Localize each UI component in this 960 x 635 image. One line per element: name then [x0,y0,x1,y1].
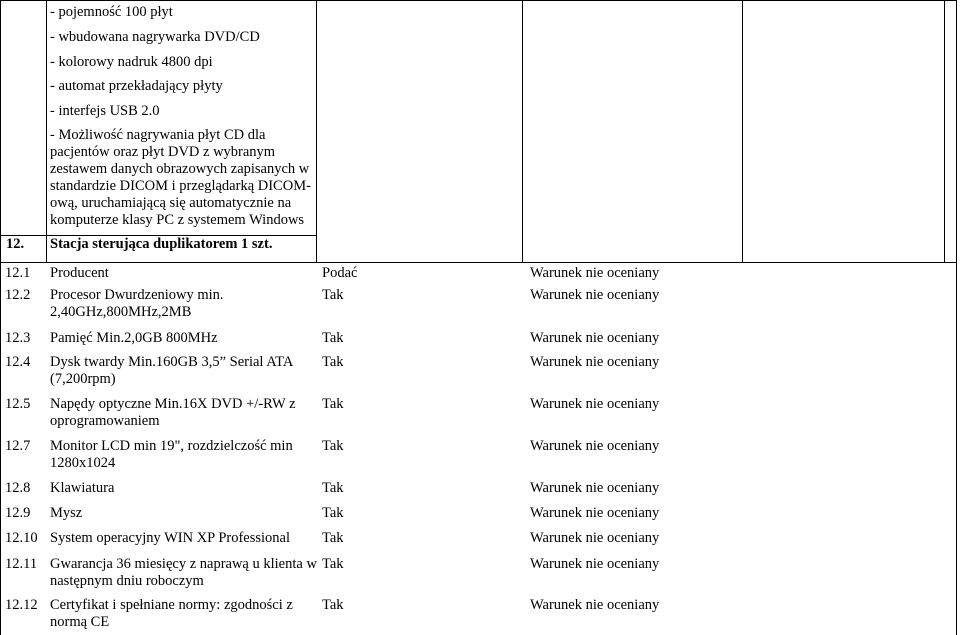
row-rating: Warunek nie oceniany [530,287,660,303]
spec-paragraph-line: - Możliwość nagrywania płyt CD dla [50,127,266,143]
row-number: 12.2 [5,287,31,303]
spec-paragraph-line: komputerze klasy PC z systemem Windows [50,212,305,228]
row-value: Tak [322,396,344,412]
spec-item: - kolorowy nadruk 4800 dpi [50,54,213,70]
row-name: (7,200rpm) [50,371,116,387]
table-border [0,0,956,1]
table-border [0,262,956,263]
table-border [46,0,47,262]
row-rating: Warunek nie oceniany [530,480,660,496]
spec-item: - interfejs USB 2.0 [50,103,160,119]
row-name: Napędy optyczne Min.16X DVD +/-RW z [50,396,296,412]
row-value: Tak [322,556,344,572]
row-rating: Warunek nie oceniany [530,597,660,613]
row-value: Tak [322,505,344,521]
row-rating: Warunek nie oceniany [530,438,660,454]
row-number: 12.9 [5,505,31,521]
table-border [944,0,945,262]
row-value: Tak [322,597,344,613]
row-value: Tak [322,530,344,546]
row-value: Tak [322,330,344,346]
table-border [742,0,743,262]
row-rating: Warunek nie oceniany [530,556,660,572]
row-name: Pamięć Min.2,0GB 800MHz [50,330,218,346]
row-number: 12.4 [5,354,31,370]
row-name: Procesor Dwurdzeniowy min. [50,287,224,303]
spec-paragraph-line: standardzie DICOM i przeglądarką DICOM- [50,178,311,194]
row-name: Mysz [50,505,83,521]
table-border [522,0,523,262]
spec-item: - automat przekładający płyty [50,78,223,94]
row-number: 12.10 [5,530,38,546]
row-value: Tak [322,354,344,370]
row-number: 12.12 [5,597,38,613]
row-number: 12.3 [5,330,31,346]
row-rating: Warunek nie oceniany [530,354,660,370]
row-value: Tak [322,287,344,303]
row-name: 1280x1024 [50,455,116,471]
table-border [956,0,957,635]
row-number: 12.1 [5,265,31,281]
row-name: Certyfikat i spełniane normy: zgodności z [50,597,293,613]
row-rating: Warunek nie oceniany [530,265,660,281]
row-number: 12.7 [5,438,31,454]
section-number: 12. [6,236,25,252]
row-name: Monitor LCD min 19", rozdzielczość min [50,438,293,454]
row-number: 12.8 [5,480,31,496]
row-rating: Warunek nie oceniany [530,505,660,521]
spec-paragraph-line: pacjentów oraz płyt DVD z wybranym [50,144,276,160]
row-name: System operacyjny WIN XP Professional [50,530,291,546]
row-name: normą CE [50,614,110,630]
row-name: Klawiatura [50,480,115,496]
row-number: 12.5 [5,396,31,412]
row-number: 12.11 [5,556,38,572]
table-border [316,0,317,262]
row-name: 2,40GHz,800MHz,2MB [50,304,192,320]
table-border [0,0,1,635]
row-name: Dysk twardy Min.160GB 3,5” Serial ATA [50,354,294,370]
row-name: oprogramowaniem [50,413,160,429]
row-rating: Warunek nie oceniany [530,330,660,346]
row-rating: Warunek nie oceniany [530,530,660,546]
spec-paragraph-line: zestawem danych obrazowych zapisanych w [50,161,310,177]
row-rating: Warunek nie oceniany [530,396,660,412]
section-title: Stacja sterująca duplikatorem 1 szt. [50,236,273,252]
spec-item: - wbudowana nagrywarka DVD/CD [50,29,260,45]
row-name: Gwarancja 36 miesięcy z naprawą u klienta w [50,556,317,572]
row-name: Producent [50,265,109,281]
spec-paragraph-line: ową, uruchamiającą się automatycznie na [50,195,292,211]
row-value: Tak [322,480,344,496]
spec-item: - pojemność 100 płyt [50,4,173,20]
row-value: Podać [322,265,358,281]
row-name: następnym dniu roboczym [50,573,204,589]
row-value: Tak [322,438,344,454]
